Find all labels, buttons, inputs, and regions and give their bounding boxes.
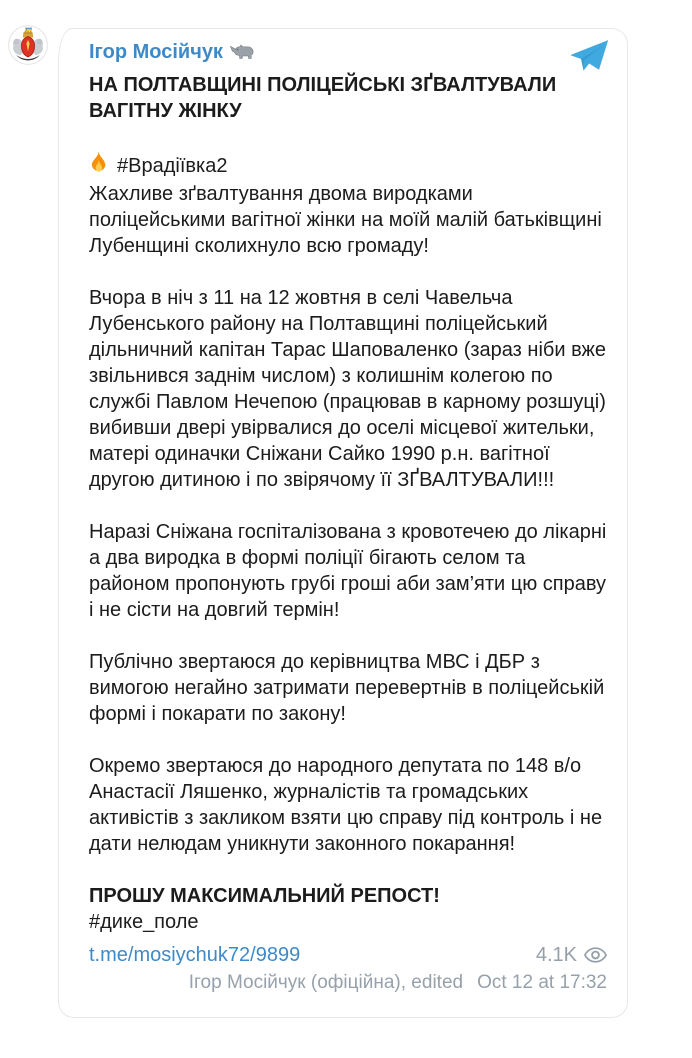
repost-call: ПРОШУ МАКСИМАЛЬНИЙ РЕПОСТ! (89, 885, 440, 907)
rhinoceros-emoji (230, 42, 254, 65)
footer-author-edited: Ігор Мосійчук (офіційна), edited (188, 972, 464, 993)
telegram-plane-icon[interactable] (569, 39, 609, 73)
hashtag-vradiivka: #Врадіївка2 (117, 154, 228, 177)
hashtag-dyke-pole: #дике_поле (89, 911, 199, 933)
paragraph-2: Вчора в ніч з 11 на 12 жовтня в селі Чавельча Лубенського району на Полтавщині поліцейський дільничний капітан Тарас Шаповаленко (зараз ніби вже звільнився заднім числом) з колишнім колегою по службі Павлом Нечепою (працював в карному розшуці) вибивши двері увірвалися до оселі місцевої жительки, матері одиначки Сніжани Сайко 1990 р.н. вагітної другою дитиною і по звірячому її ЗҐВАЛТУВАЛИ!!! (89, 287, 606, 491)
message-text (89, 72, 607, 935)
paper-plane-glyph (569, 39, 609, 73)
paragraph-4: Публічно звертаюся до керівництва МВС і ДБР з вимогою негайно затримати перевертнів в поліцейській формі і покарати по закону! (89, 651, 605, 725)
paragraph-3: Наразі Сніжана госпіталізована з кровотечею до лікарні а два виродка в формі поліції бігають селом та районом пропонують грубі гроші аби зам’яти цю справу і не сісти на довгий термін! (89, 521, 607, 621)
paragraph-1: Жахливе зґвалтування двома виродками поліцейськими вагітної жінки на моїй малій батьківщині Лубенщині сколихнуло всю громаду! (89, 183, 602, 257)
fire-emoji (89, 150, 108, 181)
channel-header (89, 37, 607, 67)
eye-icon (584, 947, 607, 963)
post-headline: НА ПОЛТАВЩИНІ ПОЛІЦЕЙСЬКІ ЗҐВАЛТУВАЛИ ВАГІТНУ ЖІНКУ (89, 74, 557, 122)
channel-crest-logo (8, 25, 48, 65)
hashtag-line (89, 150, 607, 181)
views-counter (536, 944, 607, 967)
paragraph-5: Окремо звертаюся до народного депутата по 148 в/о Анастасії Ляшенко, журналістів та громадських активістів з закликом взяти цю справу під контроль і не дати нелюдам уникнути законного покарання! (89, 755, 603, 855)
link-row (89, 940, 607, 970)
footer-date: Oct 12 at 17:32 (477, 972, 607, 993)
message-bubble (58, 28, 628, 1018)
views-count: 4.1K (535, 943, 577, 966)
intro-block (89, 150, 607, 259)
channel-avatar[interactable] (8, 25, 48, 65)
closing-block (89, 883, 607, 935)
post-permalink[interactable]: t.me/mosiychuk72/9899 (89, 943, 301, 966)
channel-name-link[interactable]: Ігор Мосійчук (89, 41, 223, 63)
message-footer (89, 971, 607, 995)
